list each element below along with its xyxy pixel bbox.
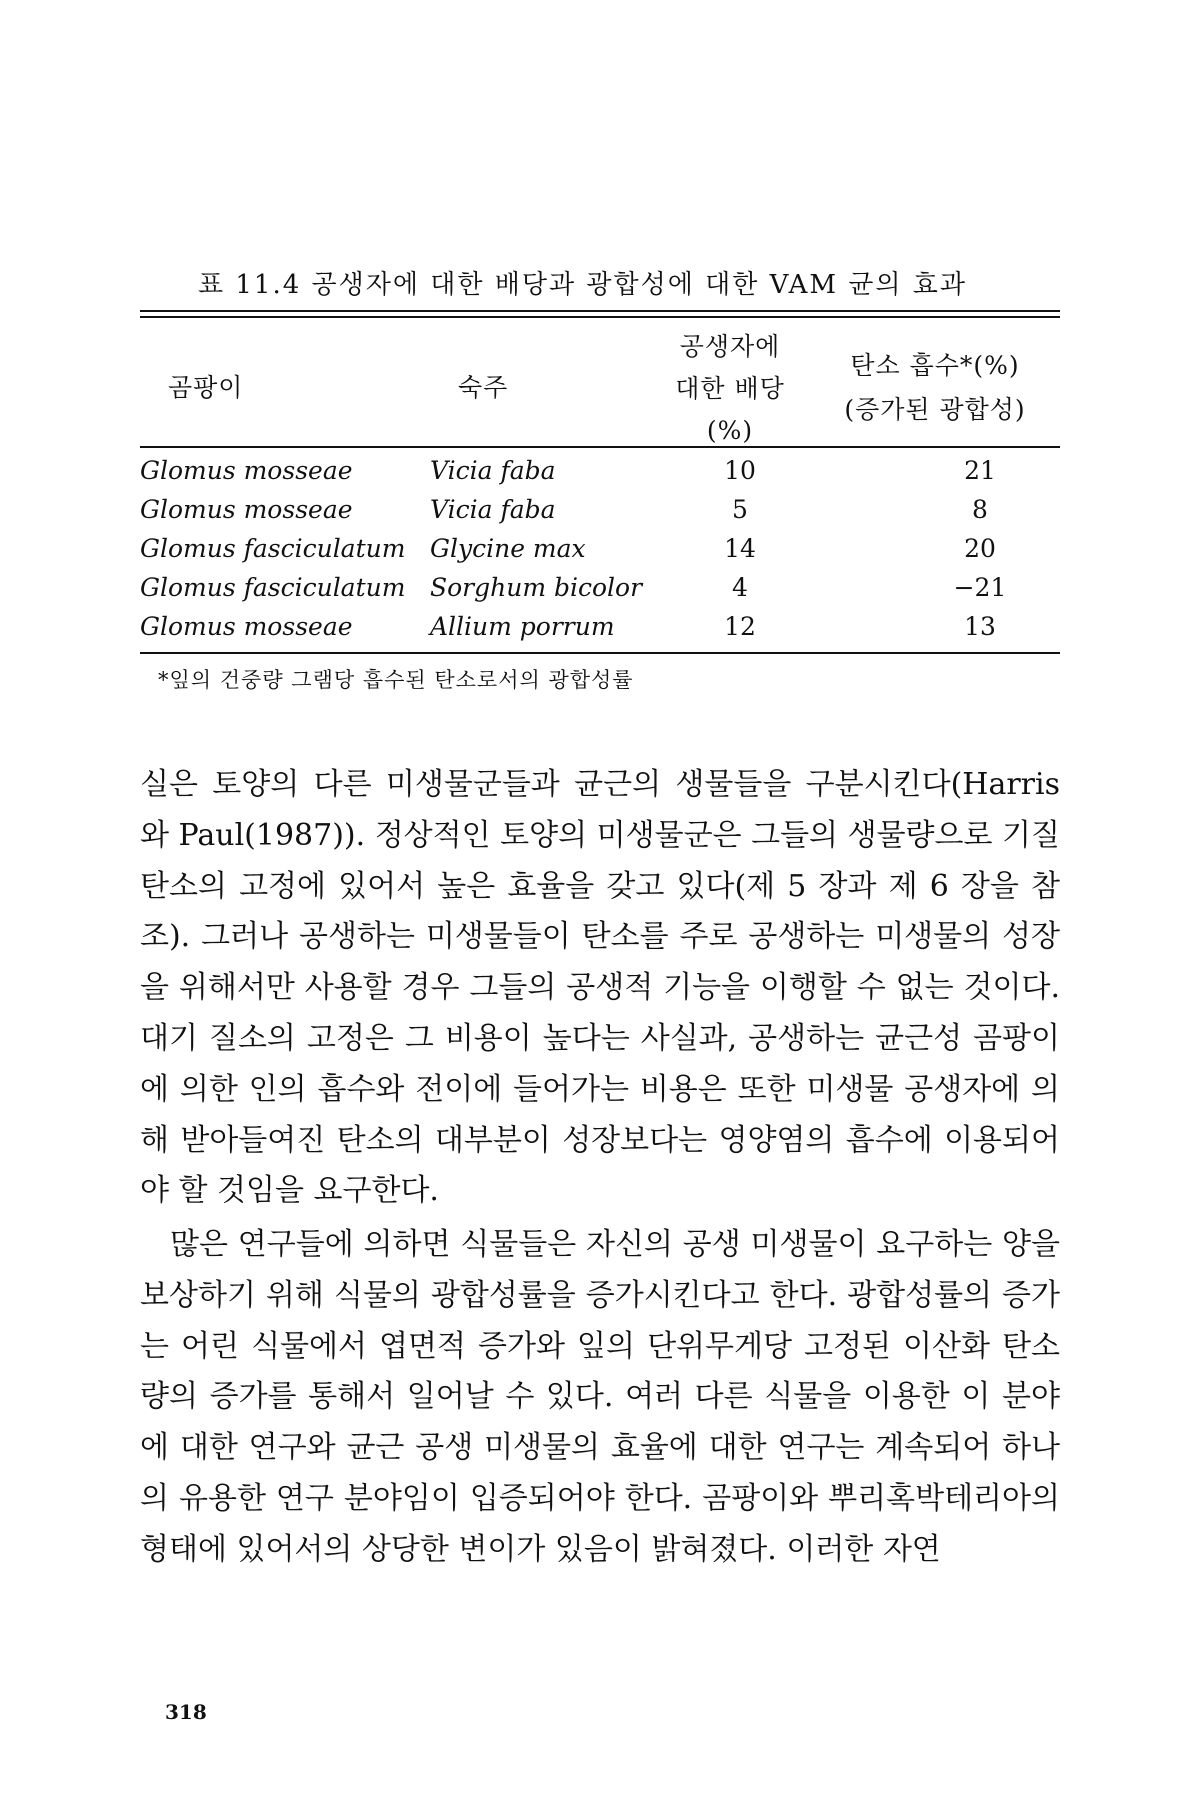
header-host: 숙주: [458, 373, 509, 402]
body-paragraph-2: 많은 연구들에 의하면 식물들은 자신의 공생 미생물이 요구하는 양을 보상하기 위해 식물의 광합성률을 증가시킨다고 한다. 광합성률의 증가는 어린 식물에서 엽면적 증가와 잎의 단위무게당 고정된 이산화 탄소량의 증가를 통해서 일어날 수 있다. 여러 다른 식물을 이용한 이 분야에 대한 연구와 균근 공생 미생물의 효율에 대한 연구는 계속되어 하나의 유용한 연구 분야임이 입증되어야 한다. 곰팡이와 뿌리혹박테리아의 형태에 있어서의 상당한 변이가 있음이 밝혀졌다. 이러한 자연: [140, 1227, 1060, 1567]
cell-carbon: 13: [964, 612, 996, 641]
cell-host: Vicia faba: [430, 456, 556, 485]
cell-carbon: 21: [964, 456, 996, 485]
table-row: [140, 530, 1060, 569]
table-row: [140, 452, 1060, 491]
table-top-rule-inner: [140, 316, 1060, 318]
cell-cost: 4: [732, 573, 748, 602]
cell-cost: 5: [732, 495, 748, 524]
cell-cost: 10: [724, 456, 756, 485]
cell-carbon: 20: [964, 534, 996, 563]
cell-host: Allium porrum: [430, 612, 615, 641]
cell-carbon: −21: [953, 573, 1007, 602]
header-cost-line2: 대한 배당: [675, 374, 785, 403]
header-symbiont-cost: [660, 326, 800, 452]
header-carbon-line2: (증가된 광합성): [844, 395, 1026, 424]
table-bottom-rule: [140, 652, 1060, 654]
table-caption: 표 11.4 공생자에 대한 배당과 광합성에 대한 VAM 균의 효과: [198, 270, 968, 300]
cell-host: Vicia faba: [430, 495, 556, 524]
cell-host: Glycine max: [430, 534, 586, 563]
header-carbon-line1: 탄소 흡수*(%): [850, 351, 1020, 380]
header-carbon-uptake: [820, 344, 1050, 432]
header-fungus: 곰팡이: [168, 373, 244, 402]
cell-carbon: 8: [972, 495, 988, 524]
table-row: [140, 569, 1060, 608]
cell-fungus: Glomus fasciculatum: [140, 534, 406, 563]
cell-fungus: Glomus mosseae: [140, 495, 353, 524]
cell-cost: 12: [724, 612, 756, 641]
header-cost-line3: (%): [706, 416, 754, 445]
table-row: [140, 608, 1060, 647]
page-number: 318: [165, 1700, 207, 1724]
table-row: [140, 491, 1060, 530]
table-body: [140, 452, 1060, 647]
cell-fungus: Glomus mosseae: [140, 612, 353, 641]
table-top-rule: [140, 310, 1060, 312]
cell-fungus: Glomus fasciculatum: [140, 573, 406, 602]
table-footnote: *잎의 건중량 그램당 흡수된 탄소로서의 광합성률: [158, 668, 634, 692]
body-paragraph-1: 실은 토양의 다른 미생물군들과 균근의 생물들을 구분시킨다(Harris와 Paul(1987)). 정상적인 토양의 미생물군은 그들의 생물량으로 기질 탄소의 고정에 있어서 높은 효율을 갖고 있다(제 5 장과 제 6 장을 참조). 그러나 공생하는 미생물들이 탄소를 주로 공생하는 미생물의 성장을 위해서만 사용할 경우 그들의 공생적 기능을 이행할 수 없는 것이다. 대기 질소의 고정은 그 비용이 높다는 사실과, 공생하는 균근성 곰팡이에 의한 인의 흡수와 전이에 들어가는 비용은 또한 미생물 공생자에 의해 받아들여진 탄소의 대부분이 성장보다는 영양염의 흡수에 이용되어야 할 것임을 요구한다.: [140, 767, 1060, 1209]
cell-fungus: Glomus mosseae: [140, 456, 353, 485]
cell-cost: 14: [724, 534, 756, 563]
header-cost-line1: 공생자에: [679, 332, 781, 361]
table-header-rule: [140, 446, 1060, 448]
cell-host: Sorghum bicolor: [430, 573, 643, 602]
